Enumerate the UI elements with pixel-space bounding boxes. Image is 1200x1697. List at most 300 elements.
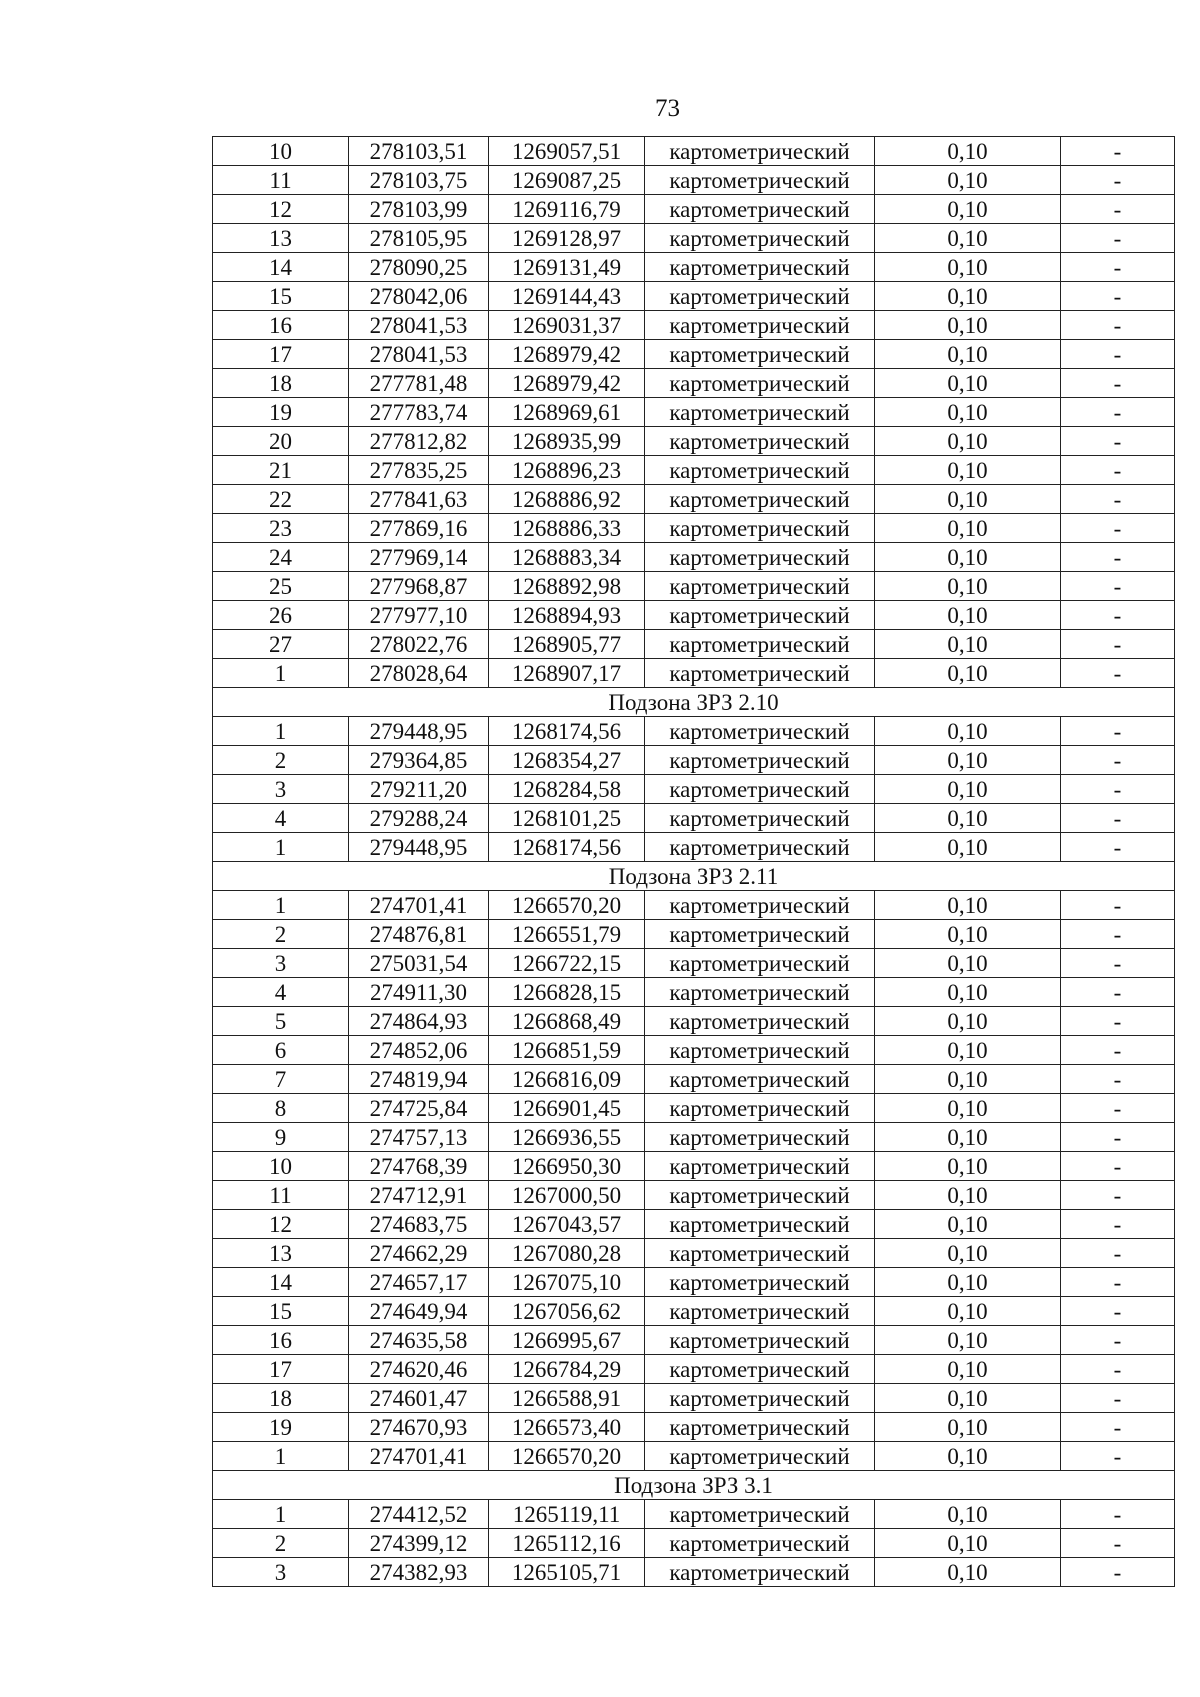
point-number-cell: 1: [213, 659, 349, 688]
accuracy-cell: 0,10: [875, 427, 1061, 456]
y-coordinate-cell: 1266784,29: [489, 1355, 645, 1384]
accuracy-cell: 0,10: [875, 1297, 1061, 1326]
table-row: [213, 514, 1175, 543]
x-coordinate-cell: 277968,87: [349, 572, 489, 601]
point-number-cell: 23: [213, 514, 349, 543]
x-coordinate-cell: 277812,82: [349, 427, 489, 456]
point-number-cell: 18: [213, 369, 349, 398]
accuracy-cell: 0,10: [875, 137, 1061, 166]
method-cell: картометрический: [645, 456, 875, 485]
note-cell: -: [1061, 949, 1175, 978]
table-row: [213, 1036, 1175, 1065]
x-coordinate-cell: 274725,84: [349, 1094, 489, 1123]
y-coordinate-cell: 1266868,49: [489, 1007, 645, 1036]
y-coordinate-cell: 1266570,20: [489, 1442, 645, 1471]
accuracy-cell: 0,10: [875, 775, 1061, 804]
note-cell: -: [1061, 1384, 1175, 1413]
accuracy-cell: 0,10: [875, 746, 1061, 775]
note-cell: -: [1061, 775, 1175, 804]
y-coordinate-cell: 1268979,42: [489, 369, 645, 398]
y-coordinate-cell: 1268174,56: [489, 717, 645, 746]
note-cell: -: [1061, 1529, 1175, 1558]
y-coordinate-cell: 1267043,57: [489, 1210, 645, 1239]
note-cell: -: [1061, 485, 1175, 514]
method-cell: картометрический: [645, 398, 875, 427]
note-cell: -: [1061, 659, 1175, 688]
table-row: [213, 978, 1175, 1007]
x-coordinate-cell: 274399,12: [349, 1529, 489, 1558]
method-cell: картометрический: [645, 282, 875, 311]
method-cell: картометрический: [645, 1413, 875, 1442]
note-cell: -: [1061, 891, 1175, 920]
table-row: [213, 1326, 1175, 1355]
point-number-cell: 26: [213, 601, 349, 630]
method-cell: картометрический: [645, 601, 875, 630]
method-cell: картометрический: [645, 1558, 875, 1587]
x-coordinate-cell: 274620,46: [349, 1355, 489, 1384]
method-cell: картометрический: [645, 1297, 875, 1326]
x-coordinate-cell: 274412,52: [349, 1500, 489, 1529]
table-row: [213, 1065, 1175, 1094]
table-row: [213, 1239, 1175, 1268]
y-coordinate-cell: 1268969,61: [489, 398, 645, 427]
note-cell: -: [1061, 340, 1175, 369]
point-number-cell: 4: [213, 978, 349, 1007]
x-coordinate-cell: 274876,81: [349, 920, 489, 949]
method-cell: картометрический: [645, 1181, 875, 1210]
table-row: [213, 166, 1175, 195]
x-coordinate-cell: 274382,93: [349, 1558, 489, 1587]
accuracy-cell: 0,10: [875, 1355, 1061, 1384]
table-row: [213, 804, 1175, 833]
x-coordinate-cell: 274852,06: [349, 1036, 489, 1065]
x-coordinate-cell: 274911,30: [349, 978, 489, 1007]
y-coordinate-cell: 1267080,28: [489, 1239, 645, 1268]
note-cell: -: [1061, 1500, 1175, 1529]
method-cell: картометрический: [645, 1036, 875, 1065]
x-coordinate-cell: 278103,99: [349, 195, 489, 224]
method-cell: картометрический: [645, 1355, 875, 1384]
method-cell: картометрический: [645, 253, 875, 282]
x-coordinate-cell: 274757,13: [349, 1123, 489, 1152]
method-cell: картометрический: [645, 514, 875, 543]
x-coordinate-cell: 278042,06: [349, 282, 489, 311]
x-coordinate-cell: 277977,10: [349, 601, 489, 630]
y-coordinate-cell: 1266816,09: [489, 1065, 645, 1094]
table-row: [213, 1500, 1175, 1529]
x-coordinate-cell: 277969,14: [349, 543, 489, 572]
accuracy-cell: 0,10: [875, 398, 1061, 427]
y-coordinate-cell: 1268935,99: [489, 427, 645, 456]
table-row: [213, 1413, 1175, 1442]
x-coordinate-cell: 274662,29: [349, 1239, 489, 1268]
method-cell: картометрический: [645, 978, 875, 1007]
method-cell: картометрический: [645, 224, 875, 253]
point-number-cell: 1: [213, 1500, 349, 1529]
y-coordinate-cell: 1267000,50: [489, 1181, 645, 1210]
table-row: [213, 543, 1175, 572]
point-number-cell: 1: [213, 717, 349, 746]
table-row: [213, 601, 1175, 630]
table-row: [213, 920, 1175, 949]
method-cell: картометрический: [645, 804, 875, 833]
accuracy-cell: 0,10: [875, 978, 1061, 1007]
note-cell: -: [1061, 1326, 1175, 1355]
x-coordinate-cell: 277781,48: [349, 369, 489, 398]
y-coordinate-cell: 1268892,98: [489, 572, 645, 601]
table-row: [213, 427, 1175, 456]
table-row: [213, 456, 1175, 485]
section-title: Подзона ЗРЗ 2.11: [213, 862, 1175, 891]
note-cell: -: [1061, 1558, 1175, 1587]
table-row: [213, 1384, 1175, 1413]
note-cell: -: [1061, 717, 1175, 746]
y-coordinate-cell: 1266950,30: [489, 1152, 645, 1181]
x-coordinate-cell: 275031,54: [349, 949, 489, 978]
table-row: [213, 1094, 1175, 1123]
note-cell: -: [1061, 456, 1175, 485]
table-row: [213, 775, 1175, 804]
x-coordinate-cell: 278105,95: [349, 224, 489, 253]
note-cell: -: [1061, 369, 1175, 398]
x-coordinate-cell: 278103,51: [349, 137, 489, 166]
y-coordinate-cell: 1266995,67: [489, 1326, 645, 1355]
method-cell: картометрический: [645, 949, 875, 978]
method-cell: картометрический: [645, 1210, 875, 1239]
y-coordinate-cell: 1269057,51: [489, 137, 645, 166]
point-number-cell: 22: [213, 485, 349, 514]
method-cell: картометрический: [645, 311, 875, 340]
x-coordinate-cell: 277869,16: [349, 514, 489, 543]
method-cell: картометрический: [645, 630, 875, 659]
section-header-row: [213, 862, 1175, 891]
table-row: [213, 1181, 1175, 1210]
y-coordinate-cell: 1268354,27: [489, 746, 645, 775]
y-coordinate-cell: 1266551,79: [489, 920, 645, 949]
y-coordinate-cell: 1266851,59: [489, 1036, 645, 1065]
x-coordinate-cell: 278041,53: [349, 311, 489, 340]
x-coordinate-cell: 278028,64: [349, 659, 489, 688]
note-cell: -: [1061, 572, 1175, 601]
y-coordinate-cell: 1269087,25: [489, 166, 645, 195]
accuracy-cell: 0,10: [875, 1239, 1061, 1268]
accuracy-cell: 0,10: [875, 485, 1061, 514]
accuracy-cell: 0,10: [875, 166, 1061, 195]
note-cell: -: [1061, 1413, 1175, 1442]
note-cell: -: [1061, 920, 1175, 949]
accuracy-cell: 0,10: [875, 630, 1061, 659]
table-row: [213, 1355, 1175, 1384]
point-number-cell: 12: [213, 1210, 349, 1239]
y-coordinate-cell: 1268101,25: [489, 804, 645, 833]
accuracy-cell: 0,10: [875, 311, 1061, 340]
x-coordinate-cell: 274649,94: [349, 1297, 489, 1326]
point-number-cell: 1: [213, 1442, 349, 1471]
x-coordinate-cell: 274657,17: [349, 1268, 489, 1297]
y-coordinate-cell: 1266901,45: [489, 1094, 645, 1123]
y-coordinate-cell: 1269031,37: [489, 311, 645, 340]
method-cell: картометрический: [645, 485, 875, 514]
y-coordinate-cell: 1268886,33: [489, 514, 645, 543]
method-cell: картометрический: [645, 1065, 875, 1094]
x-coordinate-cell: 279448,95: [349, 833, 489, 862]
note-cell: -: [1061, 1239, 1175, 1268]
method-cell: картометрический: [645, 1123, 875, 1152]
point-number-cell: 2: [213, 920, 349, 949]
note-cell: -: [1061, 1297, 1175, 1326]
method-cell: картометрический: [645, 891, 875, 920]
accuracy-cell: 0,10: [875, 195, 1061, 224]
accuracy-cell: 0,10: [875, 1210, 1061, 1239]
x-coordinate-cell: 274819,94: [349, 1065, 489, 1094]
method-cell: картометрический: [645, 1152, 875, 1181]
point-number-cell: 8: [213, 1094, 349, 1123]
accuracy-cell: 0,10: [875, 1384, 1061, 1413]
method-cell: картометрический: [645, 920, 875, 949]
method-cell: картометрический: [645, 166, 875, 195]
accuracy-cell: 0,10: [875, 1529, 1061, 1558]
note-cell: -: [1061, 804, 1175, 833]
y-coordinate-cell: 1266828,15: [489, 978, 645, 1007]
accuracy-cell: 0,10: [875, 514, 1061, 543]
accuracy-cell: 0,10: [875, 920, 1061, 949]
method-cell: картометрический: [645, 1268, 875, 1297]
accuracy-cell: 0,10: [875, 340, 1061, 369]
table-row: [213, 949, 1175, 978]
y-coordinate-cell: 1268907,17: [489, 659, 645, 688]
accuracy-cell: 0,10: [875, 1413, 1061, 1442]
y-coordinate-cell: 1269131,49: [489, 253, 645, 282]
method-cell: картометрический: [645, 137, 875, 166]
point-number-cell: 10: [213, 1152, 349, 1181]
table-row: [213, 1558, 1175, 1587]
point-number-cell: 15: [213, 282, 349, 311]
accuracy-cell: 0,10: [875, 1094, 1061, 1123]
section-header-row: [213, 1471, 1175, 1500]
x-coordinate-cell: 274768,39: [349, 1152, 489, 1181]
method-cell: картометрический: [645, 1239, 875, 1268]
accuracy-cell: 0,10: [875, 1065, 1061, 1094]
note-cell: -: [1061, 1123, 1175, 1152]
x-coordinate-cell: 274864,93: [349, 1007, 489, 1036]
accuracy-cell: 0,10: [875, 1442, 1061, 1471]
point-number-cell: 1: [213, 891, 349, 920]
accuracy-cell: 0,10: [875, 1007, 1061, 1036]
table-row: [213, 572, 1175, 601]
method-cell: картометрический: [645, 195, 875, 224]
y-coordinate-cell: 1268979,42: [489, 340, 645, 369]
note-cell: -: [1061, 195, 1175, 224]
y-coordinate-cell: 1268883,34: [489, 543, 645, 572]
x-coordinate-cell: 278090,25: [349, 253, 489, 282]
note-cell: -: [1061, 630, 1175, 659]
y-coordinate-cell: 1266722,15: [489, 949, 645, 978]
point-number-cell: 3: [213, 949, 349, 978]
section-title: Подзона ЗРЗ 2.10: [213, 688, 1175, 717]
point-number-cell: 27: [213, 630, 349, 659]
table-row: [213, 833, 1175, 862]
method-cell: картометрический: [645, 775, 875, 804]
accuracy-cell: 0,10: [875, 949, 1061, 978]
point-number-cell: 6: [213, 1036, 349, 1065]
table-row: [213, 282, 1175, 311]
point-number-cell: 11: [213, 166, 349, 195]
note-cell: -: [1061, 1442, 1175, 1471]
method-cell: картометрический: [645, 833, 875, 862]
point-number-cell: 2: [213, 746, 349, 775]
note-cell: -: [1061, 1036, 1175, 1065]
point-number-cell: 11: [213, 1181, 349, 1210]
accuracy-cell: 0,10: [875, 456, 1061, 485]
method-cell: картометрический: [645, 543, 875, 572]
point-number-cell: 18: [213, 1384, 349, 1413]
accuracy-cell: 0,10: [875, 253, 1061, 282]
accuracy-cell: 0,10: [875, 572, 1061, 601]
point-number-cell: 20: [213, 427, 349, 456]
y-coordinate-cell: 1268905,77: [489, 630, 645, 659]
point-number-cell: 1: [213, 833, 349, 862]
method-cell: картометрический: [645, 1007, 875, 1036]
x-coordinate-cell: 279211,20: [349, 775, 489, 804]
point-number-cell: 13: [213, 224, 349, 253]
method-cell: картометрический: [645, 659, 875, 688]
point-number-cell: 9: [213, 1123, 349, 1152]
accuracy-cell: 0,10: [875, 1036, 1061, 1065]
note-cell: -: [1061, 514, 1175, 543]
table-row: [213, 659, 1175, 688]
note-cell: -: [1061, 1152, 1175, 1181]
note-cell: -: [1061, 398, 1175, 427]
table-row: [213, 253, 1175, 282]
accuracy-cell: 0,10: [875, 659, 1061, 688]
x-coordinate-cell: 277783,74: [349, 398, 489, 427]
table-row: [213, 1297, 1175, 1326]
point-number-cell: 19: [213, 398, 349, 427]
point-number-cell: 19: [213, 1413, 349, 1442]
x-coordinate-cell: 277841,63: [349, 485, 489, 514]
note-cell: -: [1061, 282, 1175, 311]
table-row: [213, 340, 1175, 369]
table-row: [213, 1268, 1175, 1297]
table-row: [213, 891, 1175, 920]
section-title: Подзона ЗРЗ 3.1: [213, 1471, 1175, 1500]
point-number-cell: 3: [213, 775, 349, 804]
x-coordinate-cell: 278022,76: [349, 630, 489, 659]
note-cell: -: [1061, 311, 1175, 340]
table-row: [213, 1123, 1175, 1152]
method-cell: картометрический: [645, 746, 875, 775]
note-cell: -: [1061, 253, 1175, 282]
y-coordinate-cell: 1268886,92: [489, 485, 645, 514]
note-cell: -: [1061, 543, 1175, 572]
table-row: [213, 1529, 1175, 1558]
note-cell: -: [1061, 137, 1175, 166]
table-row: [213, 1007, 1175, 1036]
table-row: [213, 398, 1175, 427]
table-row: [213, 630, 1175, 659]
point-number-cell: 24: [213, 543, 349, 572]
method-cell: картометрический: [645, 1500, 875, 1529]
note-cell: -: [1061, 166, 1175, 195]
accuracy-cell: 0,10: [875, 282, 1061, 311]
point-number-cell: 12: [213, 195, 349, 224]
note-cell: -: [1061, 1268, 1175, 1297]
point-number-cell: 7: [213, 1065, 349, 1094]
point-number-cell: 17: [213, 340, 349, 369]
table-row: [213, 195, 1175, 224]
x-coordinate-cell: 274683,75: [349, 1210, 489, 1239]
point-number-cell: 15: [213, 1297, 349, 1326]
accuracy-cell: 0,10: [875, 224, 1061, 253]
table-row: [213, 137, 1175, 166]
point-number-cell: 3: [213, 1558, 349, 1587]
point-number-cell: 17: [213, 1355, 349, 1384]
method-cell: картометрический: [645, 572, 875, 601]
method-cell: картометрический: [645, 427, 875, 456]
note-cell: -: [1061, 833, 1175, 862]
point-number-cell: 5: [213, 1007, 349, 1036]
x-coordinate-cell: 279364,85: [349, 746, 489, 775]
y-coordinate-cell: 1266573,40: [489, 1413, 645, 1442]
point-number-cell: 16: [213, 311, 349, 340]
accuracy-cell: 0,10: [875, 1558, 1061, 1587]
point-number-cell: 16: [213, 1326, 349, 1355]
accuracy-cell: 0,10: [875, 804, 1061, 833]
table-row: [213, 1210, 1175, 1239]
table-row: [213, 717, 1175, 746]
y-coordinate-cell: 1265119,11: [489, 1500, 645, 1529]
method-cell: картометрический: [645, 1326, 875, 1355]
note-cell: -: [1061, 1181, 1175, 1210]
note-cell: -: [1061, 224, 1175, 253]
table-row: [213, 1442, 1175, 1471]
y-coordinate-cell: 1268894,93: [489, 601, 645, 630]
point-number-cell: 10: [213, 137, 349, 166]
coordinates-table: [212, 136, 1175, 1587]
note-cell: -: [1061, 1007, 1175, 1036]
y-coordinate-cell: 1268284,58: [489, 775, 645, 804]
y-coordinate-cell: 1267056,62: [489, 1297, 645, 1326]
accuracy-cell: 0,10: [875, 1152, 1061, 1181]
table-row: [213, 485, 1175, 514]
note-cell: -: [1061, 1355, 1175, 1384]
y-coordinate-cell: 1268174,56: [489, 833, 645, 862]
point-number-cell: 4: [213, 804, 349, 833]
point-number-cell: 13: [213, 1239, 349, 1268]
y-coordinate-cell: 1269116,79: [489, 195, 645, 224]
y-coordinate-cell: 1269128,97: [489, 224, 645, 253]
x-coordinate-cell: 277835,25: [349, 456, 489, 485]
table-row: [213, 369, 1175, 398]
table-row: [213, 1152, 1175, 1181]
y-coordinate-cell: 1268896,23: [489, 456, 645, 485]
table-row: [213, 224, 1175, 253]
y-coordinate-cell: 1266570,20: [489, 891, 645, 920]
x-coordinate-cell: 274701,41: [349, 891, 489, 920]
x-coordinate-cell: 279448,95: [349, 717, 489, 746]
method-cell: картометрический: [645, 369, 875, 398]
x-coordinate-cell: 274635,58: [349, 1326, 489, 1355]
y-coordinate-cell: 1266936,55: [489, 1123, 645, 1152]
accuracy-cell: 0,10: [875, 1268, 1061, 1297]
page-number: 73: [655, 95, 680, 122]
x-coordinate-cell: 274670,93: [349, 1413, 489, 1442]
note-cell: -: [1061, 601, 1175, 630]
accuracy-cell: 0,10: [875, 543, 1061, 572]
accuracy-cell: 0,10: [875, 833, 1061, 862]
y-coordinate-cell: 1266588,91: [489, 1384, 645, 1413]
accuracy-cell: 0,10: [875, 717, 1061, 746]
